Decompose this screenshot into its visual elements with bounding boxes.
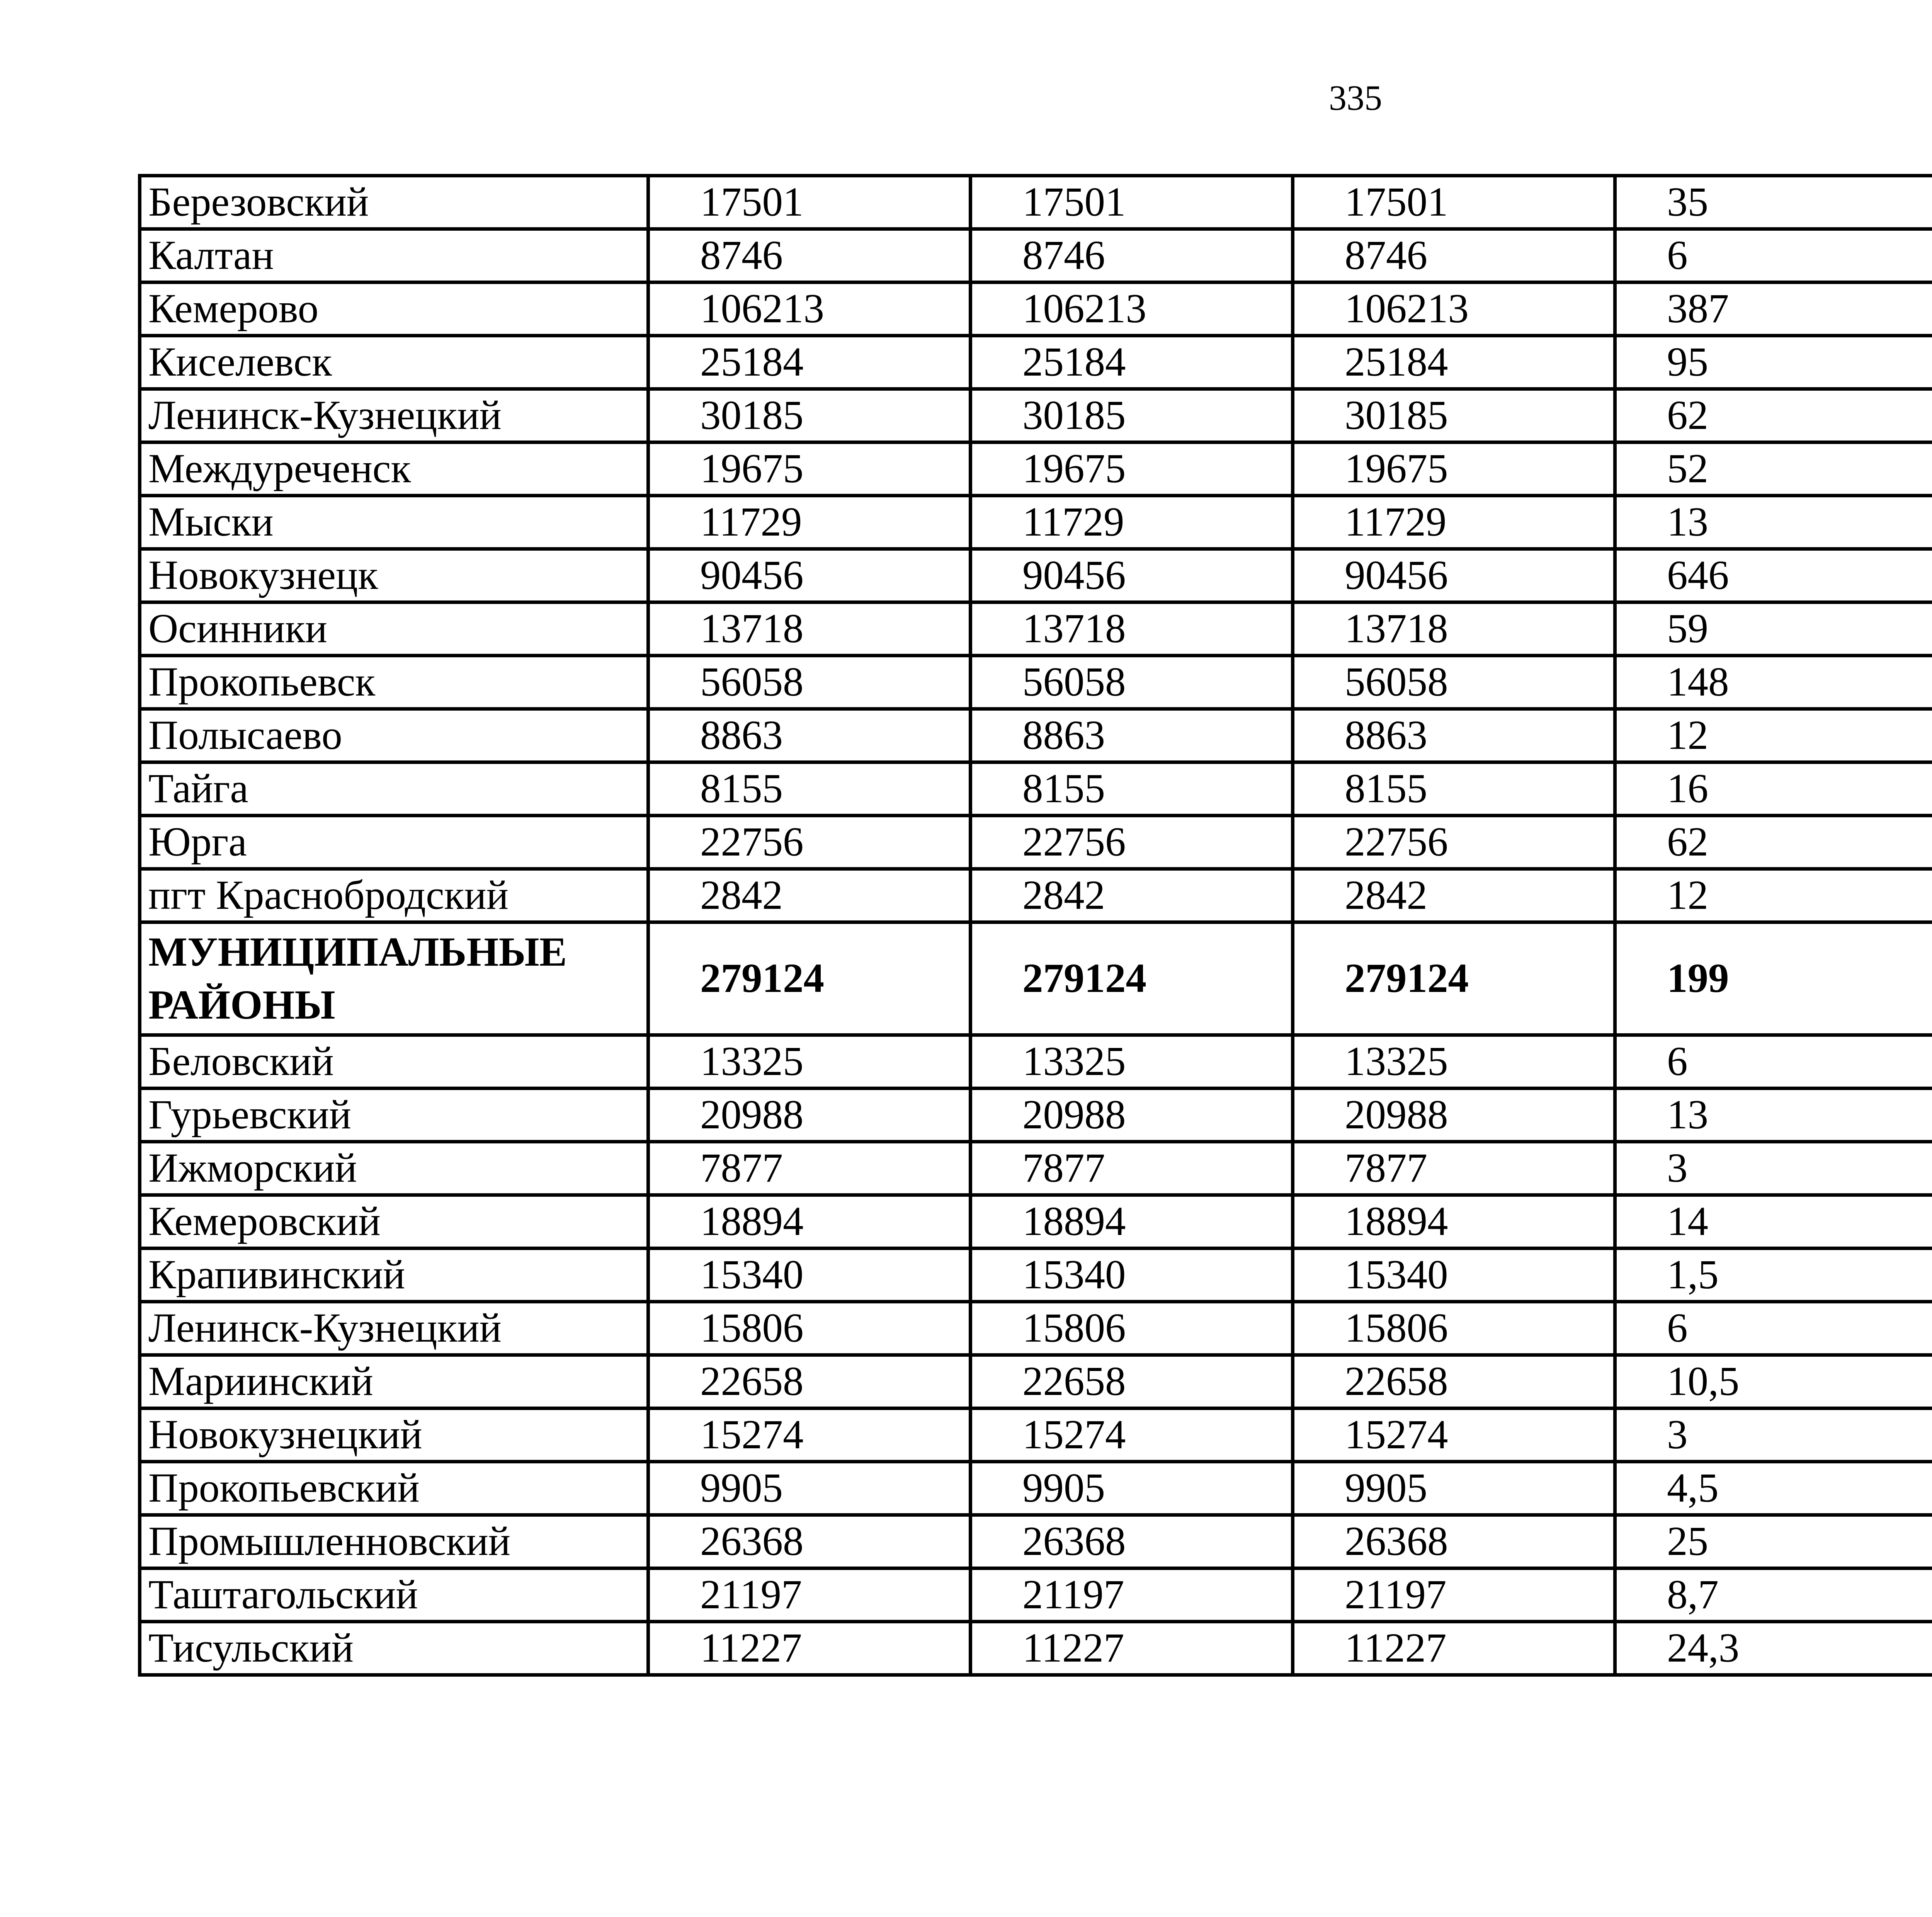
table-row [140, 176, 1932, 229]
value-cell: 8863 [648, 709, 971, 762]
value-cell: 9905 [648, 1462, 971, 1515]
table-row [140, 389, 1932, 442]
value-cell: 12 [1615, 869, 1932, 922]
table-row [140, 1195, 1932, 1249]
value-cell: 13 [1615, 1089, 1932, 1142]
value-cell: 22756 [971, 816, 1293, 869]
value-cell: 18894 [648, 1195, 971, 1249]
row-name-cell: Гурьевский [140, 1089, 648, 1142]
value-cell: 15274 [648, 1408, 971, 1462]
value-cell: 15340 [648, 1249, 971, 1302]
value-cell: 21197 [1293, 1568, 1615, 1622]
value-cell: 6 [1615, 1035, 1932, 1089]
value-cell: 11227 [648, 1622, 971, 1675]
row-name-cell: МУНИЦИПАЛЬНЫЕ РАЙОНЫ [140, 922, 648, 1035]
value-cell: 22658 [1293, 1355, 1615, 1408]
value-cell: 52 [1615, 442, 1932, 496]
table-row [140, 442, 1932, 496]
row-name-cell: Юрга [140, 816, 648, 869]
value-cell: 7877 [971, 1142, 1293, 1195]
row-name-cell: Полысаево [140, 709, 648, 762]
table-row [140, 1568, 1932, 1622]
value-cell: 13718 [648, 602, 971, 656]
value-cell: 8155 [1293, 762, 1615, 816]
row-name-cell: Промышленновский [140, 1515, 648, 1568]
row-name-cell: Мариинский [140, 1355, 648, 1408]
value-cell: 7877 [1293, 1142, 1615, 1195]
value-cell: 11729 [971, 496, 1293, 549]
value-cell: 646 [1615, 549, 1932, 602]
row-name-cell: Осинники [140, 602, 648, 656]
value-cell: 17501 [648, 176, 971, 229]
value-cell: 25 [1615, 1515, 1932, 1568]
row-name-cell: Кемеровский [140, 1195, 648, 1249]
value-cell: 8746 [1293, 229, 1615, 282]
table-row [140, 1355, 1932, 1408]
table-row [140, 709, 1932, 762]
value-cell: 21197 [971, 1568, 1293, 1622]
page-number: 335 [1329, 78, 1382, 117]
value-cell: 279124 [971, 922, 1293, 1035]
value-cell: 9905 [1293, 1462, 1615, 1515]
row-name-cell: Новокузнецкий [140, 1408, 648, 1462]
value-cell: 30185 [1293, 389, 1615, 442]
value-cell: 148 [1615, 656, 1932, 709]
row-name-cell: Березовский [140, 176, 648, 229]
row-name-cell: Кемерово [140, 282, 648, 336]
value-cell: 90456 [971, 549, 1293, 602]
section-row [140, 922, 1932, 1035]
value-cell: 8863 [971, 709, 1293, 762]
value-cell: 90456 [1293, 549, 1615, 602]
value-cell: 30185 [648, 389, 971, 442]
value-cell: 8,7 [1615, 1568, 1932, 1622]
value-cell: 2842 [648, 869, 971, 922]
value-cell: 11227 [1293, 1622, 1615, 1675]
table-row [140, 1302, 1932, 1355]
value-cell: 1,5 [1615, 1249, 1932, 1302]
value-cell: 15274 [971, 1408, 1293, 1462]
row-name-cell: пгт Краснобродский [140, 869, 648, 922]
value-cell: 106213 [1293, 282, 1615, 336]
value-cell: 15340 [971, 1249, 1293, 1302]
value-cell: 12 [1615, 709, 1932, 762]
value-cell: 3 [1615, 1142, 1932, 1195]
value-cell: 13325 [971, 1035, 1293, 1089]
table-row [140, 549, 1932, 602]
value-cell: 279124 [648, 922, 971, 1035]
value-cell: 17501 [1293, 176, 1615, 229]
value-cell: 20988 [1293, 1089, 1615, 1142]
value-cell: 10,5 [1615, 1355, 1932, 1408]
value-cell: 56058 [648, 656, 971, 709]
table-row [140, 602, 1932, 656]
table-row [140, 1462, 1932, 1515]
value-cell: 106213 [648, 282, 971, 336]
value-cell: 22756 [1293, 816, 1615, 869]
table-row [140, 869, 1932, 922]
value-cell: 62 [1615, 816, 1932, 869]
value-cell: 8746 [648, 229, 971, 282]
value-cell: 199 [1615, 922, 1932, 1035]
row-name-cell: Новокузнецк [140, 549, 648, 602]
value-cell: 25184 [648, 336, 971, 389]
row-name-cell: Тисульский [140, 1622, 648, 1675]
table-row [140, 1142, 1932, 1195]
table-row [140, 1249, 1932, 1302]
value-cell: 13 [1615, 496, 1932, 549]
value-cell: 106213 [971, 282, 1293, 336]
value-cell: 19675 [1293, 442, 1615, 496]
row-name-cell: Беловский [140, 1035, 648, 1089]
value-cell: 15806 [971, 1302, 1293, 1355]
value-cell: 3 [1615, 1408, 1932, 1462]
value-cell: 19675 [648, 442, 971, 496]
table-row [140, 762, 1932, 816]
value-cell: 13325 [1293, 1035, 1615, 1089]
value-cell: 20988 [648, 1089, 971, 1142]
table-row [140, 1035, 1932, 1089]
value-cell: 21197 [648, 1568, 971, 1622]
value-cell: 62 [1615, 389, 1932, 442]
row-name-cell: Калтан [140, 229, 648, 282]
value-cell: 9905 [971, 1462, 1293, 1515]
value-cell: 90456 [648, 549, 971, 602]
value-cell: 8155 [971, 762, 1293, 816]
value-cell: 8746 [971, 229, 1293, 282]
value-cell: 15806 [648, 1302, 971, 1355]
value-cell: 11729 [1293, 496, 1615, 549]
row-name-cell: Ленинск-Кузнецкий [140, 389, 648, 442]
value-cell: 11729 [648, 496, 971, 549]
value-cell: 26368 [648, 1515, 971, 1568]
table-row [140, 1089, 1932, 1142]
value-cell: 6 [1615, 1302, 1932, 1355]
table-row [140, 1622, 1932, 1675]
value-cell: 26368 [971, 1515, 1293, 1568]
value-cell: 26368 [1293, 1515, 1615, 1568]
value-cell: 16 [1615, 762, 1932, 816]
row-name-cell: Таштагольский [140, 1568, 648, 1622]
table-row [140, 336, 1932, 389]
value-cell: 15274 [1293, 1408, 1615, 1462]
value-cell: 15340 [1293, 1249, 1615, 1302]
value-cell: 17501 [971, 176, 1293, 229]
table-row [140, 1515, 1932, 1568]
table-row [140, 1408, 1932, 1462]
value-cell: 13718 [971, 602, 1293, 656]
value-cell: 95 [1615, 336, 1932, 389]
value-cell: 2842 [971, 869, 1293, 922]
value-cell: 18894 [971, 1195, 1293, 1249]
value-cell: 13718 [1293, 602, 1615, 656]
value-cell: 14 [1615, 1195, 1932, 1249]
table-body [140, 176, 1932, 1675]
value-cell: 2842 [1293, 869, 1615, 922]
value-cell: 25184 [1293, 336, 1615, 389]
value-cell: 8155 [648, 762, 971, 816]
value-cell: 30185 [971, 389, 1293, 442]
value-cell: 6 [1615, 229, 1932, 282]
row-name-cell: Прокопьевский [140, 1462, 648, 1515]
value-cell: 20988 [971, 1089, 1293, 1142]
value-cell: 22756 [648, 816, 971, 869]
table-row [140, 229, 1932, 282]
table-row [140, 496, 1932, 549]
row-name-cell: Ижморский [140, 1142, 648, 1195]
table-row [140, 816, 1932, 869]
value-cell: 35 [1615, 176, 1932, 229]
value-cell: 56058 [971, 656, 1293, 709]
value-cell: 11227 [971, 1622, 1293, 1675]
value-cell: 15806 [1293, 1302, 1615, 1355]
value-cell: 18894 [1293, 1195, 1615, 1249]
value-cell: 24,3 [1615, 1622, 1932, 1675]
value-cell: 19675 [971, 442, 1293, 496]
row-name-cell: Мыски [140, 496, 648, 549]
value-cell: 22658 [648, 1355, 971, 1408]
value-cell: 13325 [648, 1035, 971, 1089]
row-name-cell: Прокопьевск [140, 656, 648, 709]
row-name-cell: Киселевск [140, 336, 648, 389]
table-row [140, 282, 1932, 336]
row-name-cell: Междуреченск [140, 442, 648, 496]
value-cell: 59 [1615, 602, 1932, 656]
value-cell: 279124 [1293, 922, 1615, 1035]
value-cell: 387 [1615, 282, 1932, 336]
value-cell: 56058 [1293, 656, 1615, 709]
value-cell: 4,5 [1615, 1462, 1932, 1515]
value-cell: 7877 [648, 1142, 971, 1195]
table-row [140, 656, 1932, 709]
row-name-cell: Тайга [140, 762, 648, 816]
data-table [138, 174, 1932, 1677]
row-name-cell: Ленинск-Кузнецкий [140, 1302, 648, 1355]
row-name-cell: Крапивинский [140, 1249, 648, 1302]
value-cell: 22658 [971, 1355, 1293, 1408]
value-cell: 8863 [1293, 709, 1615, 762]
value-cell: 25184 [971, 336, 1293, 389]
